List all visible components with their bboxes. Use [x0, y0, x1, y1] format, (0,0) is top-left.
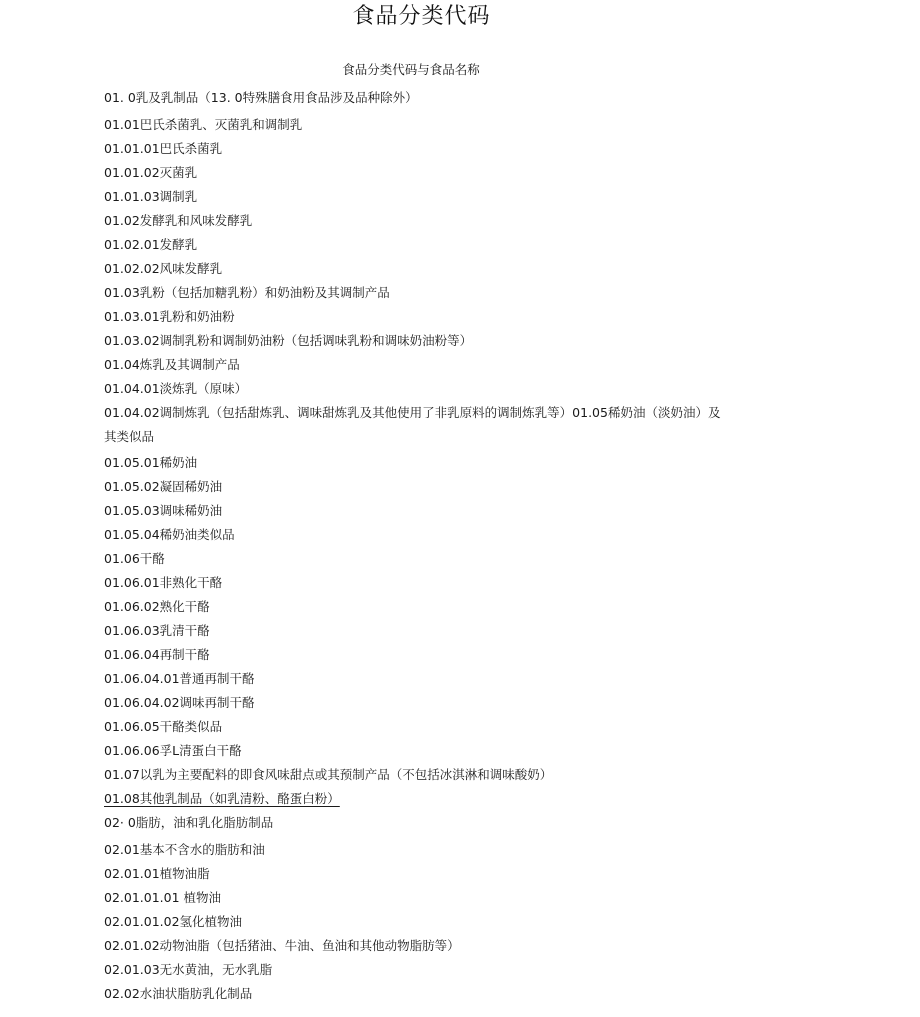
category-line: 01.02.01发酵乳 [104, 237, 198, 252]
category-line: 01.04.01淡炼乳（原味） [104, 381, 248, 396]
category-line: 01.05.04稀奶油类似品 [104, 527, 235, 542]
category-line: 01.06.04.01普通再制干酪 [104, 671, 255, 686]
category-line: 02.01.02动物油脂（包括猪油、牛油、鱼油和其他动物脂肪等） [104, 938, 460, 953]
category-line: 01.03.01乳粉和奶油粉 [104, 309, 235, 324]
category-line: 01.06.04再制干酪 [104, 647, 210, 662]
category-line: 01.02发酵乳和风味发酵乳 [104, 213, 253, 228]
category-line: 01.05.01稀奶油 [104, 455, 198, 470]
category-list [104, 86, 724, 1006]
category-line: 02.01.03无水黄油，无水乳脂 [104, 962, 273, 977]
category-line: 01.06.04.02调味再制干酪 [104, 695, 255, 710]
category-line: 01.01.02灭菌乳 [104, 165, 198, 180]
category-line: 01.06.03乳清干酪 [104, 623, 210, 638]
category-line-underlined: 01.08其他乳制品（如乳清粉、酪蛋白粉） [104, 791, 340, 806]
category-line: 02.02水油状脂肪乳化制品 [104, 986, 253, 1001]
category-line: 02.01.01.02氢化植物油 [104, 914, 243, 929]
category-line: 01.03.02调制乳粉和调制奶油粉（包括调味乳粉和调味奶油粉等） [104, 333, 473, 348]
category-line: 01.05.03调味稀奶油 [104, 503, 223, 518]
category-line: 01.01.01巴氏杀菌乳 [104, 141, 223, 156]
category-line-wrapped: 01.04.02调制炼乳（包括甜炼乳、调味甜炼乳及其他使用了非乳原料的调制炼乳等）01.05稀奶油（淡奶油）及其类似品 [104, 405, 721, 444]
category-line: 01.06.05干酪类似品 [104, 719, 223, 734]
document-subtitle: 食品分类代码与食品名称 [342, 62, 480, 77]
category-line: 01.05.02凝固稀奶油 [104, 479, 223, 494]
category-line: 01.06.02熟化干酪 [104, 599, 210, 614]
category-line: 01.07以乳为主要配料的即食风味甜点或其预制产品（不包括冰淇淋和调味酸奶） [104, 767, 553, 782]
category-line: 01.02.02风味发酵乳 [104, 261, 223, 276]
category-line: 01.06.06孚L清蛋白干酪 [104, 743, 242, 758]
document-title: 食品分类代码 [352, 4, 491, 29]
category-line: 01.06.01非熟化干酪 [104, 575, 223, 590]
category-line: 01.03乳粉（包括加糖乳粉）和奶油粉及其调制产品 [104, 285, 390, 300]
category-line: 01.04炼乳及其调制产品 [104, 357, 240, 372]
category-line: 01.06干酪 [104, 551, 165, 566]
category-line: 01.01巴氏杀菌乳、灭菌乳和调制乳 [104, 117, 303, 132]
category-line: 01. 0乳及乳制品（13. 0特殊膳食用食品涉及品种除外） [104, 90, 418, 105]
category-line: 02.01.01植物油脂 [104, 866, 210, 881]
category-line: 02.01基本不含水的脂肪和油 [104, 842, 265, 857]
category-line: 02.01.01.01 植物油 [104, 890, 222, 905]
category-line: 02· 0脂肪，油和乳化脂肪制品 [104, 815, 274, 830]
category-line: 01.01.03调制乳 [104, 189, 198, 204]
